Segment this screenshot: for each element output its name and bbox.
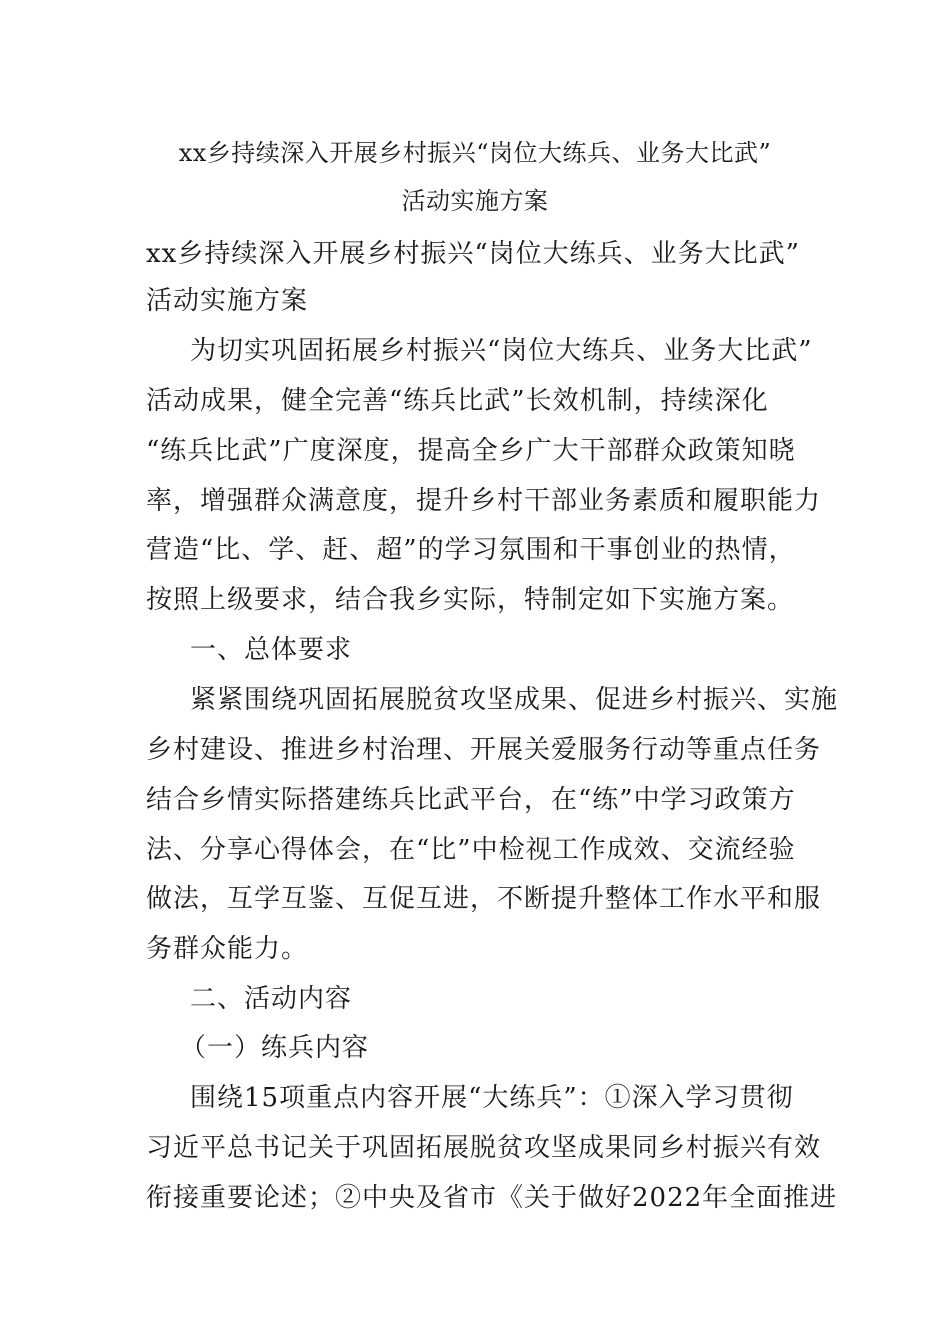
intro-line-3: “练兵比武”广度深度，提高全乡广大干部群众政策知晓 [146,436,796,466]
section-1-line-2: 乡村建设、推进乡村治理、开展关爱服务行动等重点任务 [146,735,822,765]
document-title-line-2: 活动实施方案 [401,187,549,215]
section-1-line-5: 做法，互学互鉴、互促互进，不断提升整体工作水平和服 [146,884,822,914]
intro-line-1: 为切实巩固拓展乡村振兴“岗位大练兵、业务大比武” [190,336,813,366]
intro-line-6: 按照上级要求，结合我乡实际，特制定如下实施方案。 [146,585,795,615]
section-1-line-4: 法、分享心得体会，在“比”中检视工作成效、交流经验 [146,835,796,865]
subtitle-line-2: 活动实施方案 [146,286,309,316]
document-title-line-1: xx乡持续深入开展乡村振兴“岗位大练兵、业务大比武” [178,139,772,167]
section-1-heading: 一、总体要求 [190,635,353,665]
intro-line-5: 营造“比、学、赶、超”的学习氛围和干事创业的热情， [146,535,796,565]
subsection-1-line-2: 习近平总书记关于巩固拓展脱贫攻坚成果同乡村振兴有效 [146,1133,822,1163]
intro-line-4: 率，增强群众满意度，提升乡村干部业务素质和履职能力 [146,486,822,516]
section-1-line-6: 务群众能力。 [146,934,309,964]
subsection-1-heading: （一）练兵内容 [180,1033,370,1063]
subsection-1-line-3: 衔接重要论述；②中央及省市《关于做好2022年全面推进 [146,1183,838,1213]
section-1-line-1: 紧紧围绕巩固拓展脱贫攻坚成果、促进乡村振兴、实施 [190,685,839,715]
section-1-line-3: 结合乡情实际搭建练兵比武平台，在“练”中学习政策方 [146,785,796,815]
subsection-1-line-1: 围绕15项重点内容开展“大练兵”：①深入学习贯彻 [190,1083,794,1113]
intro-line-2: 活动成果，健全完善“练兵比武”长效机制，持续深化 [146,386,769,416]
section-2-heading: 二、活动内容 [190,984,353,1014]
subtitle-line-1: xx乡持续深入开展乡村振兴“岗位大练兵、业务大比武” [146,239,800,269]
